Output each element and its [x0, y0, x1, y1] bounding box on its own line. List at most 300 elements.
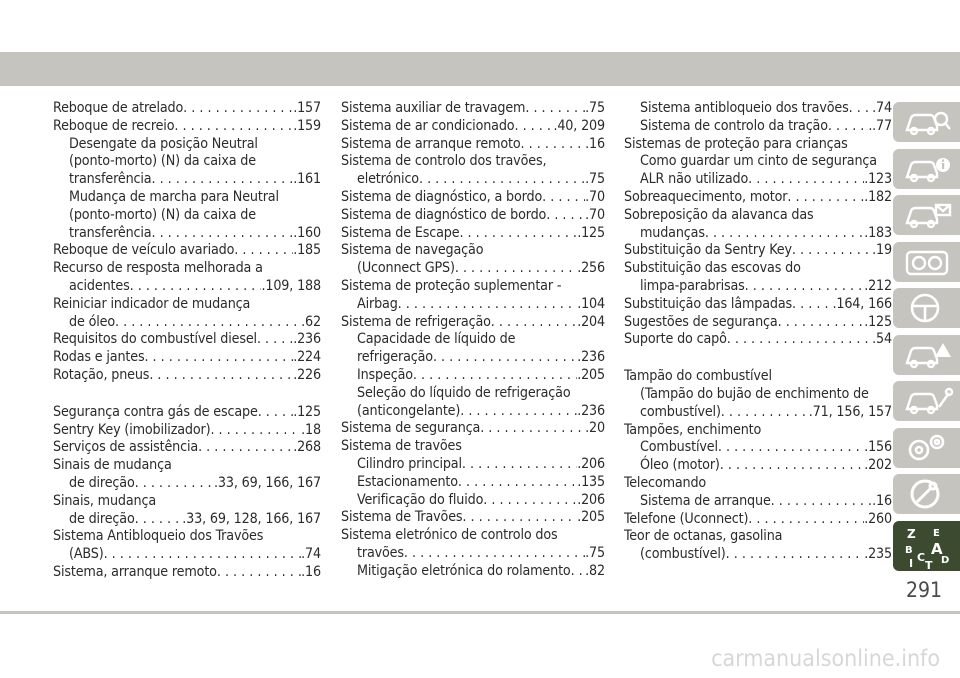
car-message-icon — [903, 199, 953, 231]
index-entry — [341, 225, 605, 243]
leader-dots — [217, 564, 301, 582]
index-entry — [341, 403, 605, 421]
leader-dots — [419, 171, 585, 189]
page-ref[interactable]: .109, 188 — [261, 277, 321, 294]
index-letter: D — [941, 554, 950, 566]
entry-term: Substituição das lâmpadas — [624, 295, 793, 312]
page-ref[interactable]: .125 — [577, 224, 605, 241]
index-entry — [624, 314, 892, 332]
index-column-2 — [341, 100, 605, 581]
index-entry — [341, 118, 605, 136]
entry-term: Sistema auxiliar de travagem — [341, 100, 526, 116]
entry-term: limpa-parabrisas — [640, 277, 745, 294]
entry-term: Substituição da Sentry Key — [624, 242, 792, 259]
leader-dots — [745, 278, 865, 296]
index-entry — [624, 331, 892, 349]
entry-term: Recurso de resposta melhorada a — [53, 260, 263, 277]
page-ref[interactable]: .205 — [577, 509, 605, 526]
index-entry — [624, 386, 892, 404]
entry-term: Cilindro principal — [357, 455, 462, 472]
index-entry — [624, 296, 892, 314]
leader-dots — [462, 456, 577, 474]
entry-term: Seleção do líquido de refrigeração — [357, 384, 571, 401]
footer-line — [0, 611, 960, 614]
entry-term: Teor de octanas, gasolina — [624, 528, 783, 545]
steering-wheel-icon — [903, 292, 953, 324]
entry-term: Sistema de diagnóstico de bordo — [341, 206, 547, 223]
entry-term: Serviços de assistência — [53, 439, 199, 456]
index-column-3 — [624, 100, 892, 564]
page-ref[interactable]: .16 — [585, 135, 605, 152]
entry-term: Sobreposição da alavanca das — [624, 206, 814, 223]
index-entry — [53, 296, 321, 314]
index-entry — [341, 438, 605, 456]
index-entry — [53, 493, 321, 511]
leader-dots — [483, 492, 577, 510]
leader-dots — [480, 420, 585, 438]
leader-dots — [433, 349, 577, 367]
entry-term: Mitigação eletrónica do rolamento — [357, 562, 571, 579]
index-entry — [341, 207, 605, 225]
page-number: 291 — [905, 578, 943, 602]
index-entry — [341, 385, 605, 403]
index-entry — [53, 457, 321, 475]
entry-term: Óleo (motor) — [640, 457, 720, 474]
entry-term: Sistemas de proteção para crianças — [624, 135, 848, 152]
index-entry — [624, 546, 892, 564]
index-entry — [341, 492, 605, 510]
page-ref[interactable]: .260 — [864, 510, 892, 527]
index-entry — [53, 118, 321, 136]
index-column-1 — [53, 100, 321, 582]
entry-term: Sistema, arranque remoto — [53, 563, 217, 580]
entry-term: Sinais, mudança — [53, 492, 156, 509]
entry-term: mudanças — [640, 224, 705, 241]
index-entry — [341, 242, 605, 260]
page-ref[interactable]: .104 — [577, 295, 605, 312]
index-entry — [624, 475, 892, 493]
entry-term: Reboque de atrelado — [53, 100, 184, 116]
index-icon — [903, 525, 955, 569]
leader-dots — [198, 439, 293, 457]
entry-term: (combustível) — [640, 546, 726, 563]
leader-dots — [258, 404, 293, 422]
tab-car-warning[interactable] — [893, 335, 960, 375]
page-ref[interactable]: .212 — [864, 277, 892, 294]
entry-term: Capacidade de líquido de — [357, 331, 516, 348]
page-ref[interactable]: .161 — [293, 171, 321, 188]
page-ref[interactable]: .20 — [585, 420, 605, 437]
index-entry — [341, 367, 605, 385]
index-entry — [624, 153, 892, 171]
index-entry — [624, 457, 892, 475]
leader-dots — [546, 207, 585, 225]
leader-dots — [571, 563, 586, 581]
page-ref[interactable]: .18 — [301, 421, 321, 438]
entry-term: Sistema de Travões — [341, 509, 463, 526]
page-ref[interactable]: .206 — [577, 491, 605, 508]
index-entry — [53, 278, 321, 296]
tab-wrench[interactable] — [893, 474, 960, 514]
index-entry — [53, 546, 321, 564]
index-entry — [53, 422, 321, 440]
index-entry — [624, 242, 892, 260]
index-entry — [53, 367, 321, 385]
entry-term: ALR não utilizado — [640, 171, 749, 188]
index-entry — [53, 153, 321, 171]
page-ref[interactable]: .183 — [864, 224, 892, 241]
index-letter: E — [933, 527, 940, 539]
leader-dots — [514, 118, 553, 136]
entry-term: (ponto-morto) (N) da caixa de — [69, 206, 256, 223]
leader-dots — [849, 100, 873, 118]
index-entry — [53, 207, 321, 225]
entry-term: (ponto-morto) (N) da caixa de — [69, 153, 256, 170]
leader-dots — [404, 545, 585, 563]
page-ref[interactable]: .125 — [864, 313, 892, 330]
leader-dots — [792, 242, 872, 260]
leader-dots — [542, 189, 585, 207]
index-entry — [53, 189, 321, 207]
page-ref[interactable]: .156 — [864, 439, 892, 456]
entry-term: Sistema de controlo da tração — [640, 117, 828, 134]
entry-term: Reboque de recreio — [53, 117, 175, 134]
page-ref[interactable]: .33, 69, 166, 167 — [213, 474, 321, 491]
page-ref[interactable]: .185 — [293, 242, 321, 259]
car-warning-icon — [903, 339, 953, 371]
index-entry — [624, 368, 892, 386]
index-entry — [53, 404, 321, 422]
entry-term: combustível) — [640, 403, 721, 420]
index-entry — [624, 171, 892, 189]
car-info-icon — [903, 153, 953, 185]
index-entry — [341, 527, 605, 545]
page-ref[interactable]: .123 — [864, 171, 892, 188]
leader-dots — [720, 457, 864, 475]
tab-car-search[interactable] — [893, 102, 960, 142]
page-ref[interactable]: .235 — [864, 546, 892, 563]
page-ref[interactable]: .70 — [585, 188, 605, 205]
dashboard-icon — [903, 246, 953, 278]
entry-term: (Tampão do bujão de enchimento de — [640, 385, 869, 402]
leader-dots — [135, 475, 214, 493]
index-entry — [624, 439, 892, 457]
tab-car-wrench[interactable] — [893, 381, 960, 421]
index-entry — [341, 171, 605, 189]
entry-term: Inspeção — [357, 366, 413, 383]
entry-term: Sistema de navegação — [341, 242, 484, 259]
page-ref[interactable]: .236 — [577, 402, 605, 419]
entry-term: Requisitos do combustível diesel — [53, 331, 257, 348]
index-entry — [53, 242, 321, 260]
entry-term: Sistema eletrónico de controlo dos — [341, 527, 558, 544]
page-ref[interactable]: .82 — [585, 562, 605, 579]
page-ref[interactable]: .16 — [872, 492, 892, 509]
entry-term: (anticongelante) — [357, 402, 461, 419]
leader-dots — [462, 509, 577, 527]
page-ref[interactable]: .74 — [301, 546, 321, 563]
index-entry — [341, 349, 605, 367]
entry-term: Segurança contra gás de escape — [53, 403, 258, 420]
entry-term: transferência — [69, 171, 152, 188]
entry-term: Reboque de veículo avariado — [53, 242, 235, 259]
index-letter: A — [931, 539, 943, 558]
leader-dots — [151, 225, 293, 243]
index-entry — [341, 296, 605, 314]
entry-term: refrigeração — [357, 349, 433, 366]
header-bar — [0, 52, 960, 86]
entry-term: Sistema de arranque — [640, 492, 771, 509]
leader-dots — [174, 118, 293, 136]
page-ref[interactable]: .75 — [585, 544, 605, 561]
tab-gears[interactable] — [893, 428, 960, 468]
entry-term: Sistema antibloqueio dos travões — [640, 100, 849, 116]
index-entry — [624, 404, 892, 422]
page-ref[interactable]: .125 — [293, 403, 321, 420]
entry-term: Sistema de ar condicionado — [341, 117, 515, 134]
index-letter: Z — [907, 526, 916, 541]
index-entry — [53, 349, 321, 367]
page-ref[interactable]: .164, 166 — [832, 295, 892, 312]
entry-term: Rodas e jantes — [53, 349, 145, 366]
entry-term: de direção — [69, 510, 135, 527]
entry-term: Rotação, pneus — [53, 366, 150, 383]
leader-dots — [705, 225, 864, 243]
page-ref[interactable]: .160 — [293, 224, 321, 241]
entry-term: Combustível — [640, 439, 718, 456]
leader-dots — [257, 331, 293, 349]
leader-dots — [183, 100, 293, 118]
index-letter: I — [909, 556, 914, 569]
leader-dots — [787, 189, 864, 207]
entry-term: (ABS) — [69, 546, 104, 563]
tab-car-message[interactable] — [893, 195, 960, 235]
leader-dots — [458, 474, 577, 492]
entry-term: travões — [357, 544, 404, 561]
index-entry — [53, 475, 321, 493]
entry-term: Sobreaquecimento, motor — [624, 188, 788, 205]
entry-term: Desengate da posição Neutral — [69, 135, 258, 152]
entry-term: Sistema de controlo dos travões, — [341, 153, 547, 170]
page-ref[interactable]: .75 — [585, 171, 605, 188]
entry-term: Sistema de refrigeração — [341, 313, 491, 330]
index-entry — [624, 422, 892, 440]
index-entry — [53, 439, 321, 457]
leader-dots — [144, 349, 293, 367]
index-letter: C — [917, 550, 926, 564]
entry-term: Sistema de travões — [341, 438, 462, 455]
leader-dots — [828, 118, 872, 136]
page-ref[interactable]: .236 — [293, 331, 321, 348]
index-entry — [341, 474, 605, 492]
index-entry — [341, 153, 605, 171]
page-ref[interactable]: .202 — [864, 457, 892, 474]
index-entry — [624, 511, 892, 529]
leader-dots — [726, 546, 865, 564]
index-entry — [624, 136, 892, 154]
leader-dots — [748, 171, 864, 189]
index-entry — [624, 528, 892, 546]
index-entry — [341, 189, 605, 207]
page-ref[interactable]: .236 — [577, 349, 605, 366]
wrench-icon — [903, 478, 953, 510]
index-entry — [53, 100, 321, 118]
leader-dots — [135, 511, 183, 529]
entry-term: Estacionamento — [357, 473, 458, 490]
page-ref[interactable]: .182 — [864, 188, 892, 205]
page-ref[interactable]: .19 — [872, 242, 892, 259]
leader-dots — [130, 278, 262, 296]
index-entry — [53, 260, 321, 278]
index-letter: T — [925, 558, 933, 569]
leader-dots — [210, 422, 301, 440]
leader-dots — [455, 260, 577, 278]
index-entry — [53, 331, 321, 349]
page-ref[interactable]: .16 — [301, 563, 321, 580]
index-entry — [53, 564, 321, 582]
leader-dots — [718, 439, 864, 457]
leader-dots — [413, 367, 577, 385]
page-ref[interactable]: .256 — [577, 260, 605, 277]
chapter-tabs — [893, 102, 960, 577]
index-entry — [624, 118, 892, 136]
entry-term: Sinais de mudança — [53, 457, 172, 474]
index-entry — [341, 314, 605, 332]
entry-term: transferência — [69, 224, 152, 241]
page-ref[interactable]: .226 — [293, 366, 321, 383]
index-entry — [341, 331, 605, 349]
entry-term: eletrónico — [357, 171, 419, 188]
index-entry — [53, 136, 321, 154]
car-wrench-icon — [903, 385, 953, 417]
entry-term: Sistema Antibloqueio dos Travões — [53, 528, 264, 545]
index-entry — [53, 225, 321, 243]
index-entry — [341, 545, 605, 563]
page-ref[interactable]: .33, 69, 128, 166, 167 — [182, 510, 321, 527]
entry-term: Verificação do fluido — [357, 491, 484, 508]
tab-steering-wheel[interactable] — [893, 288, 960, 328]
page-ref[interactable]: .71, 156, 157 — [808, 403, 892, 420]
leader-dots — [398, 296, 578, 314]
watermark: carmanualsonline.info — [711, 646, 940, 672]
index-entry — [53, 511, 321, 529]
index-entry — [341, 260, 605, 278]
entry-term: Tampão do combustível — [624, 368, 772, 385]
entry-term: Airbag — [357, 295, 398, 312]
leader-dots — [459, 225, 577, 243]
index-entry — [624, 278, 892, 296]
leader-dots — [721, 404, 809, 422]
page-ref[interactable]: .157 — [293, 100, 321, 116]
entry-term: de direção — [69, 474, 135, 491]
index-entry — [624, 260, 892, 278]
entry-term: Sugestões de segurança — [624, 313, 778, 330]
entry-term: (Uconnect GPS) — [357, 260, 455, 277]
index-entry — [341, 100, 605, 118]
page-ref[interactable]: .54 — [872, 331, 892, 348]
index-entry — [341, 456, 605, 474]
entry-term: Substituição das escovas do — [624, 260, 801, 277]
leader-dots — [778, 314, 865, 332]
page-ref[interactable]: .40, 209 — [553, 117, 605, 134]
leader-dots — [151, 171, 293, 189]
leader-dots — [525, 100, 585, 118]
tab-index[interactable] — [893, 521, 960, 571]
index-entry — [53, 171, 321, 189]
page-ref[interactable]: .75 — [585, 100, 605, 116]
leader-dots — [748, 511, 864, 529]
page-ref[interactable]: .70 — [585, 206, 605, 223]
page-ref[interactable]: .206 — [577, 455, 605, 472]
leader-dots — [771, 493, 872, 511]
entry-term: Sistema de segurança — [341, 420, 481, 437]
leader-dots — [115, 314, 301, 332]
page-ref[interactable]: .159 — [293, 117, 321, 134]
page-ref[interactable]: .205 — [577, 366, 605, 383]
section-gap — [53, 385, 321, 404]
entry-term: Sistema de diagnóstico, a bordo — [341, 188, 543, 205]
page-ref[interactable]: .268 — [293, 439, 321, 456]
page-ref[interactable]: .135 — [577, 473, 605, 490]
entry-term: Como guardar um cinto de segurança — [640, 153, 877, 170]
index-entry — [341, 420, 605, 438]
entry-term: de óleo — [69, 313, 115, 330]
leader-dots — [491, 314, 577, 332]
entry-term: Suporte do capô — [624, 331, 727, 348]
entry-term: Sistema de proteção suplementar - — [341, 277, 562, 294]
entry-term: Reiniciar indicador de mudança — [53, 295, 251, 312]
page-ref[interactable]: .77 — [872, 117, 892, 134]
page-ref[interactable]: .74 — [872, 100, 892, 116]
index-entry — [624, 189, 892, 207]
index-entry — [624, 225, 892, 243]
leader-dots — [234, 242, 293, 260]
leader-dots — [792, 296, 832, 314]
index-entry — [624, 100, 892, 118]
gears-icon — [903, 432, 953, 464]
entry-term: Mudança de marcha para Neutral — [69, 188, 279, 205]
entry-term: Sistema de arranque remoto — [341, 135, 521, 152]
index-entry — [53, 528, 321, 546]
index-entry — [341, 136, 605, 154]
section-gap — [624, 349, 892, 368]
leader-dots — [521, 136, 586, 154]
index-entry — [341, 509, 605, 527]
entry-term: Sentry Key (imobilizador) — [53, 421, 211, 438]
index-letter: B — [905, 544, 913, 556]
leader-dots — [104, 546, 302, 564]
entry-term: Telecomando — [624, 474, 707, 491]
tab-dashboard[interactable] — [893, 242, 960, 282]
page-ref[interactable]: .204 — [577, 313, 605, 330]
entry-term: Sistema de Escape — [341, 224, 460, 241]
index-entry — [624, 493, 892, 511]
tab-car-info[interactable] — [893, 149, 960, 189]
index-entry — [53, 314, 321, 332]
index-entry — [341, 278, 605, 296]
page-ref[interactable]: .62 — [301, 313, 321, 330]
entry-term: acidentes — [69, 277, 130, 294]
leader-dots — [727, 331, 872, 349]
car-search-icon — [903, 106, 953, 138]
leader-dots — [460, 403, 577, 421]
index-entry — [341, 563, 605, 581]
entry-term: Tampões, enchimento — [624, 421, 762, 438]
leader-dots — [149, 367, 293, 385]
page-ref[interactable]: .224 — [293, 349, 321, 366]
index-entry — [624, 207, 892, 225]
entry-term: Telefone (Uconnect) — [624, 510, 749, 527]
